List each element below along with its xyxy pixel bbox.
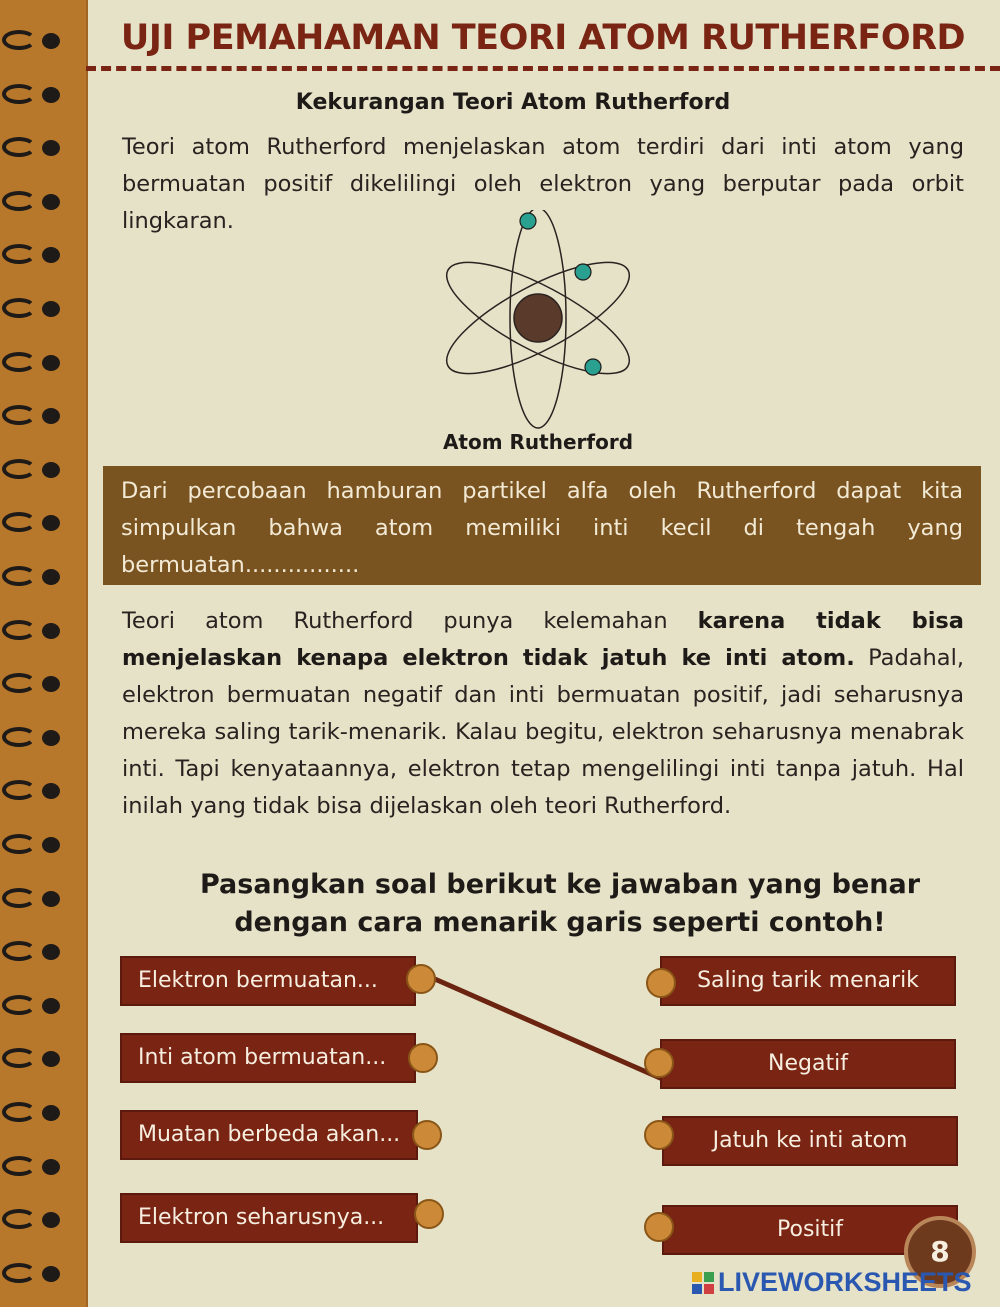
binding-ring-hole (42, 783, 60, 799)
instruction-line-1: Pasangkan soal berikut ke jawaban yang benar (199, 869, 921, 900)
spiral-binding (0, 0, 88, 1307)
conclusion-box (103, 466, 981, 585)
binding-ring-wire (2, 620, 36, 640)
answer-box-3: Jatuh ke inti atom (662, 1116, 958, 1166)
electron-top (520, 213, 536, 229)
binding-ring (2, 298, 66, 320)
binding-ring-wire (2, 352, 36, 372)
answer-box-1: Saling tarik menarik (660, 956, 956, 1006)
binding-ring (2, 888, 66, 910)
question-box-2: Inti atom bermuatan... (120, 1033, 416, 1083)
binding-ring (2, 1263, 66, 1285)
binding-ring (2, 137, 66, 159)
example-connection-line (428, 976, 660, 1078)
matching-instruction (180, 866, 940, 942)
binding-ring-hole (42, 676, 60, 692)
instruction-line-2: dengan cara menarik garis seperti contoh! (234, 907, 886, 938)
answer-4-anchor[interactable] (644, 1212, 674, 1242)
binding-ring-wire (2, 1156, 36, 1176)
binding-ring-hole (42, 355, 60, 371)
binding-ring (2, 84, 66, 106)
binding-ring-hole (42, 1105, 60, 1121)
binding-ring (2, 1209, 66, 1231)
binding-ring-hole (42, 301, 60, 317)
answer-box-4: Positif (662, 1205, 958, 1255)
binding-ring-hole (42, 569, 60, 585)
section-subheading: Kekurangan Teori Atom Rutherford (295, 90, 731, 115)
binding-ring-hole (42, 194, 60, 210)
question-box-1: Elektron bermuatan... (120, 956, 416, 1006)
weakness-bold: karena tidak bisa menjelaskan kenapa elektron tidak jatuh ke inti atom. (122, 608, 964, 671)
question-1-anchor[interactable] (406, 964, 436, 994)
weakness-lead: Teori atom Rutherford punya kelemahan (122, 608, 698, 634)
page-title: UJI PEMAHAMAN TEORI ATOM RUTHERFORD (120, 18, 966, 58)
conclusion-text: Dari percobaan hamburan partikel alfa oleh Rutherford dapat kita simpulkan bahwa atom memiliki inti kecil di tengah yang bermuatan................ (121, 478, 963, 578)
binding-ring-wire (2, 459, 36, 479)
question-3-anchor[interactable] (412, 1120, 442, 1150)
binding-ring-wire (2, 137, 36, 157)
binding-ring-hole (42, 515, 60, 531)
binding-ring-wire (2, 84, 36, 104)
binding-ring (2, 566, 66, 588)
binding-ring-hole (42, 1051, 60, 1067)
answer-3-anchor[interactable] (644, 1120, 674, 1150)
weakness-rest: Padahal, elektron bermuatan negatif dan inti bermuatan positif, jadi seharusnya mereka saling tarik-menarik. Kalau begitu, elektron seharusnya menabrak inti. Tapi kenyataannya, elektron tetap mengelilingi inti tanpa jatuh. Hal inilah yang tidak bisa dijelaskan oleh teori Rutherford. (122, 645, 964, 819)
liveworksheets-brand[interactable] (692, 1267, 998, 1299)
binding-ring-wire (2, 1048, 36, 1068)
rutherford-atom-figure (420, 210, 660, 430)
binding-ring (2, 30, 66, 52)
binding-ring-hole (42, 944, 60, 960)
binding-ring-wire (2, 834, 36, 854)
electron-lower-right (585, 359, 601, 375)
title-divider (86, 66, 1000, 71)
binding-ring (2, 780, 66, 802)
binding-ring-hole (42, 462, 60, 478)
binding-ring (2, 620, 66, 642)
binding-ring-hole (42, 33, 60, 49)
binding-ring (2, 995, 66, 1017)
binding-ring-hole (42, 408, 60, 424)
intro-paragraph: Teori atom Rutherford menjelaskan atom terdiri dari inti atom yang bermuatan positif dikelilingi oleh elektron yang berputar pada orbit lingkaran. (122, 134, 964, 234)
nucleus (514, 294, 562, 342)
binding-ring (2, 834, 66, 856)
binding-ring-wire (2, 995, 36, 1015)
binding-ring (2, 459, 66, 481)
binding-ring (2, 727, 66, 749)
figure-caption: Atom Rutherford (442, 430, 634, 454)
binding-ring (2, 673, 66, 695)
binding-ring (2, 191, 66, 213)
binding-ring (2, 405, 66, 427)
binding-ring (2, 1048, 66, 1070)
binding-ring-wire (2, 888, 36, 908)
binding-ring-hole (42, 891, 60, 907)
binding-ring-wire (2, 244, 36, 264)
question-2-anchor[interactable] (408, 1043, 438, 1073)
binding-ring (2, 244, 66, 266)
binding-ring (2, 1156, 66, 1178)
answer-2-anchor[interactable] (644, 1048, 674, 1078)
brand-text: LIVEWORKSHEETS (718, 1267, 972, 1297)
binding-ring-wire (2, 566, 36, 586)
weakness-paragraph (122, 603, 964, 825)
binding-ring-hole (42, 998, 60, 1014)
binding-ring (2, 941, 66, 963)
binding-ring-wire (2, 191, 36, 211)
binding-ring-hole (42, 87, 60, 103)
binding-ring-hole (42, 140, 60, 156)
binding-ring-hole (42, 623, 60, 639)
binding-ring (2, 352, 66, 374)
answer-1-anchor[interactable] (646, 968, 676, 998)
binding-ring-wire (2, 1102, 36, 1122)
binding-ring (2, 512, 66, 534)
binding-ring-wire (2, 1209, 36, 1229)
liveworksheets-logo-icon (692, 1272, 714, 1294)
binding-ring-hole (42, 1266, 60, 1282)
binding-ring-wire (2, 673, 36, 693)
binding-ring-hole (42, 1212, 60, 1228)
question-4-anchor[interactable] (414, 1199, 444, 1229)
page-number: 8 (904, 1216, 976, 1288)
electron-upper-right (575, 264, 591, 280)
binding-ring-hole (42, 1159, 60, 1175)
binding-ring-wire (2, 512, 36, 532)
binding-ring-wire (2, 405, 36, 425)
binding-ring-wire (2, 780, 36, 800)
binding-ring-wire (2, 727, 36, 747)
binding-ring-hole (42, 247, 60, 263)
binding-ring-hole (42, 730, 60, 746)
question-box-3: Muatan berbeda akan... (120, 1110, 418, 1160)
binding-ring-wire (2, 1263, 36, 1283)
binding-ring-wire (2, 30, 36, 50)
binding-ring-wire (2, 298, 36, 318)
answer-box-2: Negatif (660, 1039, 956, 1089)
binding-ring (2, 1102, 66, 1124)
binding-ring-wire (2, 941, 36, 961)
binding-ring-hole (42, 837, 60, 853)
question-box-4: Elektron seharusnya... (120, 1193, 418, 1243)
